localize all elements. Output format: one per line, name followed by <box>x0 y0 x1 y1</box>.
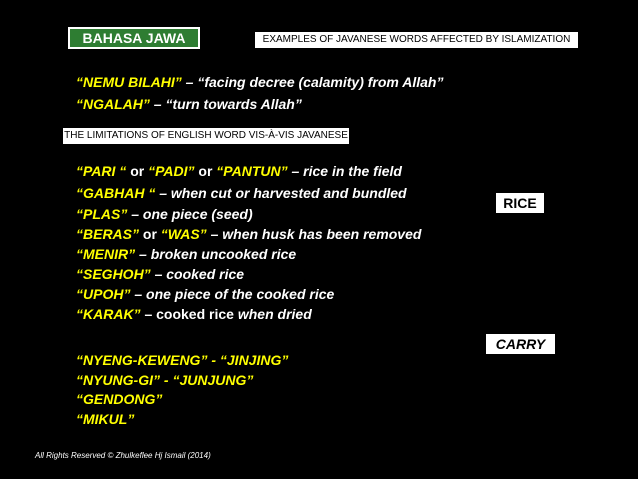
word-meaning: – one piece of the cooked rice <box>130 286 335 302</box>
language-label: BAHASA JAWA <box>68 27 200 49</box>
javanese-word: “PARI “ <box>76 163 127 179</box>
rice-line-7 <box>76 284 334 304</box>
carry-line-1: “NYENG-KEWENG” - “JINJING” <box>76 352 289 368</box>
rice-line-2 <box>76 183 407 203</box>
javanese-word: “KARAK” <box>76 306 141 322</box>
example-line-2 <box>76 94 302 114</box>
rice-line-3 <box>76 204 253 224</box>
word-meaning-italic: when dried <box>233 306 312 322</box>
word-meaning: – “facing decree (calamity) from Allah” <box>181 74 444 90</box>
rice-line-6 <box>76 264 244 284</box>
javanese-word: “WAS” <box>160 226 207 242</box>
example-line-1 <box>76 72 443 92</box>
word-meaning: – cooked rice <box>150 266 245 282</box>
separator: or <box>126 163 149 179</box>
javanese-word: “NEMU BILAHI” <box>76 74 182 90</box>
carry-line-4: “MIKUL” <box>76 411 135 427</box>
javanese-word: “NGALAH” <box>76 96 150 112</box>
rice-line-1 <box>76 161 402 181</box>
word-meaning: – when husk has been removed <box>206 226 422 242</box>
javanese-word: “PANTUN” <box>216 163 288 179</box>
javanese-word: “MENIR” <box>76 246 136 262</box>
javanese-word: “GABHAH “ <box>76 185 156 201</box>
carry-line-3: “GENDONG” <box>76 391 163 407</box>
word-meaning: – broken uncooked rice <box>135 246 297 262</box>
javanese-word: “SEGHOH” <box>76 266 151 282</box>
rice-label: RICE <box>495 192 545 214</box>
word-meaning: – when cut or harvested and bundled <box>155 185 407 201</box>
javanese-word: “PADI” <box>148 163 195 179</box>
javanese-word: “UPOH” <box>76 286 131 302</box>
rice-line-5 <box>76 244 296 264</box>
rice-line-8 <box>76 304 312 324</box>
carry-label: CARRY <box>485 333 556 355</box>
examples-heading: EXAMPLES OF JAVANESE WORDS AFFECTED BY ISLAMIZATION <box>254 31 579 49</box>
word-meaning: – cooked rice <box>140 306 234 322</box>
rice-line-4 <box>76 224 421 244</box>
separator: or <box>194 163 217 179</box>
word-meaning: – rice in the field <box>287 163 402 179</box>
carry-line-2: “NYUNG-GI” - “JUNJUNG” <box>76 372 254 388</box>
javanese-word: “BERAS” <box>76 226 140 242</box>
copyright-footer: All Rights Reserved © Zhulkeflee Hj Ismail (2014) <box>35 451 211 460</box>
word-meaning: – one piece (seed) <box>127 206 253 222</box>
separator: or <box>139 226 161 242</box>
limitations-heading: THE LIMITATIONS OF ENGLISH WORD VIS-À-VIS JAVANESE <box>62 127 350 145</box>
word-meaning: – “turn towards Allah” <box>149 96 302 112</box>
javanese-word: “PLAS” <box>76 206 128 222</box>
